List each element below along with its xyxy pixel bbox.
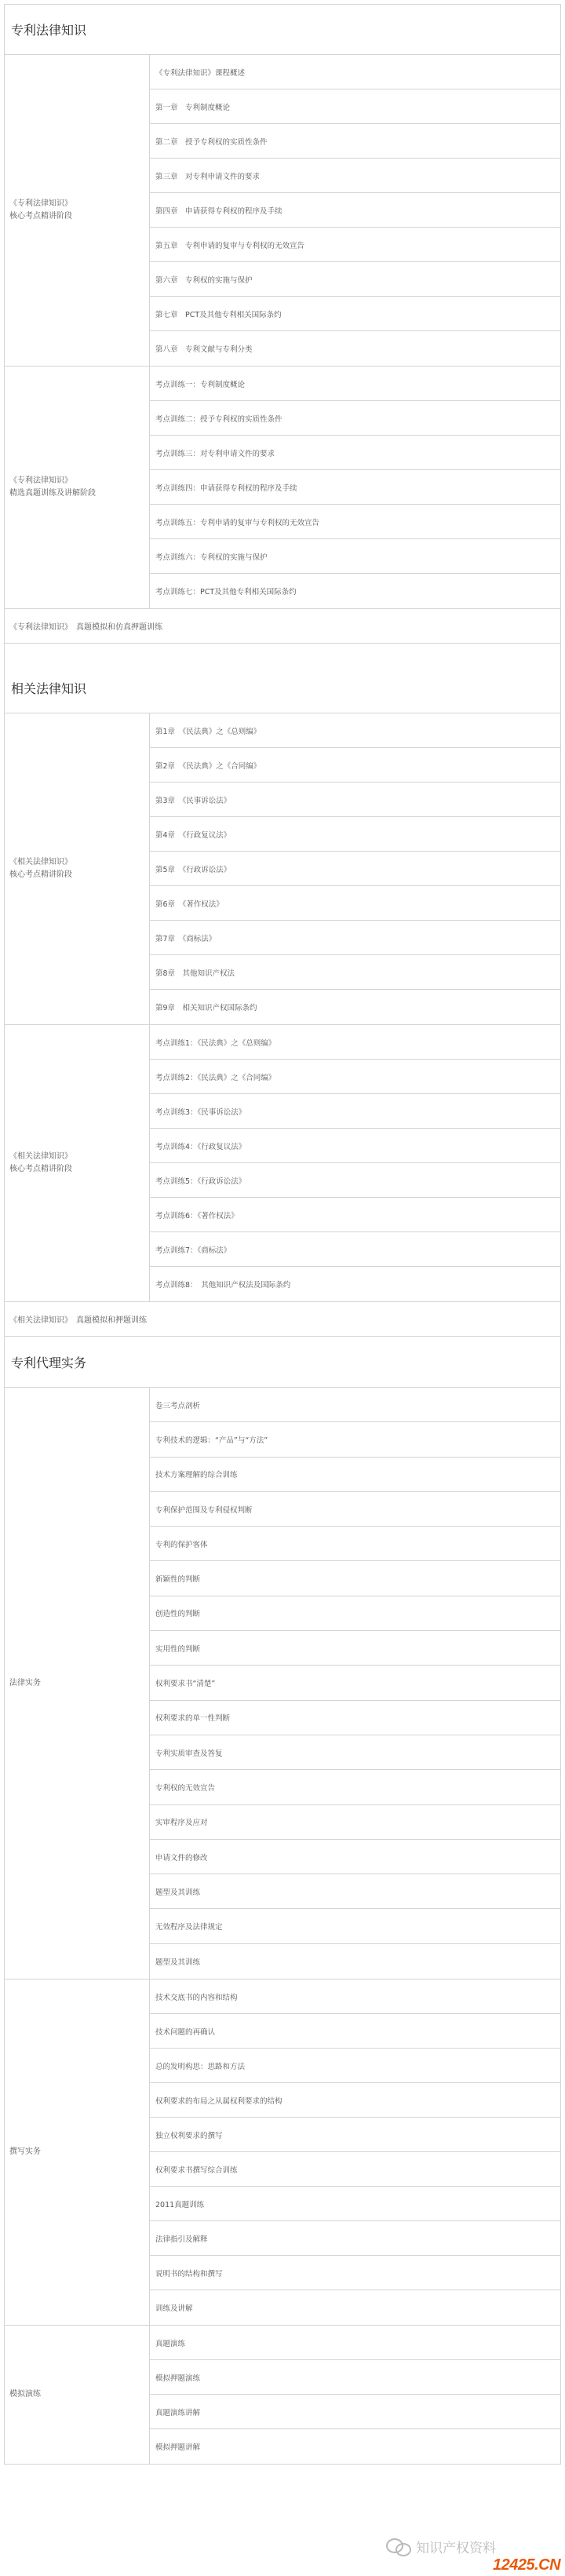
- lesson-item[interactable]: 模拟押题演练: [150, 2360, 560, 2395]
- group-label: [5, 1979, 150, 2325]
- lesson-item[interactable]: 考点训练7：《商标法》: [150, 1232, 560, 1267]
- group-label-line: 《相关法律知识》: [9, 1152, 72, 1161]
- lesson-list: [150, 367, 560, 608]
- group-label-line: 核心考点精讲阶段: [9, 870, 72, 879]
- lesson-list: [150, 55, 560, 366]
- lesson-item[interactable]: 技术问题的再确认: [150, 2014, 560, 2049]
- lesson-item[interactable]: 考点训练4：《行政复议法》: [150, 1129, 560, 1163]
- section-title: 相关法律知识: [4, 662, 561, 713]
- lesson-item[interactable]: 第三章 对专利申请文件的要求: [150, 159, 560, 193]
- lesson-item[interactable]: 实审程序及应对: [150, 1805, 560, 1840]
- lesson-item[interactable]: 第六章 专利权的实施与保护: [150, 262, 560, 297]
- group-label: [5, 2326, 150, 2464]
- group-label-line: 《专利法律知识》: [9, 476, 72, 485]
- group-label-line: 《相关法律知识》: [9, 858, 72, 867]
- lesson-item[interactable]: 第7章 《商标法》: [150, 921, 560, 955]
- lesson-item[interactable]: 第1章 《民法典》之《总则编》: [150, 713, 560, 748]
- course-group: [4, 713, 561, 1025]
- lesson-item[interactable]: 实用性的判断: [150, 1631, 560, 1666]
- lesson-item[interactable]: 真题演练: [150, 2326, 560, 2360]
- section-spacer: [4, 644, 561, 662]
- lesson-item[interactable]: 第2章 《民法典》之《合同编》: [150, 748, 560, 783]
- lesson-item[interactable]: 考点训练5：《行政诉讼法》: [150, 1163, 560, 1198]
- lesson-item[interactable]: 考点训练五：专利申请的复审与专利权的无效宣告: [150, 505, 560, 539]
- lesson-item[interactable]: 考点训练三：对专利申请文件的要求: [150, 436, 560, 470]
- lesson-list: [150, 713, 560, 1024]
- lesson-item[interactable]: 真题演练讲解: [150, 2395, 560, 2429]
- lesson-list: [150, 1025, 560, 1301]
- lesson-item[interactable]: 2011真题训练: [150, 2187, 560, 2221]
- lesson-item[interactable]: 模拟押题讲解: [155, 2443, 201, 2453]
- lesson-item[interactable]: 法律指引及解释: [150, 2221, 560, 2256]
- lesson-item[interactable]: 总的发明构思：思路和方法: [150, 2049, 560, 2083]
- group-label: [5, 367, 150, 608]
- course-group: [4, 367, 561, 609]
- lesson-list: [150, 1388, 560, 1979]
- lesson-item[interactable]: 权利要求的布局之从属权利要求的结构: [150, 2083, 560, 2118]
- practice-row[interactable]: 《相关法律知识》 真题模拟和押题训练: [4, 1302, 561, 1337]
- lesson-item[interactable]: 第5章 《行政诉讼法》: [150, 852, 560, 886]
- lesson-item[interactable]: 第八章 专利文献与专利分类: [155, 345, 253, 354]
- lesson-item[interactable]: 《专利法律知识》课程概述: [150, 55, 560, 89]
- course-group: [4, 1025, 561, 1302]
- lesson-item[interactable]: 考点训练四：申请获得专利权的程序及手续: [150, 470, 560, 505]
- lesson-item[interactable]: 考点训练一：专利制度概论: [150, 367, 560, 401]
- lesson-item[interactable]: 第3章 《民事诉讼法》: [150, 783, 560, 817]
- lesson-item[interactable]: 无效程序及法律规定: [150, 1909, 560, 1943]
- practice-row[interactable]: 《专利法律知识》 真题模拟和仿真押题训练: [4, 609, 561, 644]
- lesson-item[interactable]: 专利技术的逻辑：“产品”与“方法”: [150, 1422, 560, 1457]
- document: [4, 4, 561, 2465]
- lesson-item[interactable]: 题型及其训练: [150, 1874, 560, 1909]
- lesson-item[interactable]: 考点训练七：PCT及其他专利相关国际条约: [155, 588, 297, 597]
- group-label: [5, 55, 150, 366]
- lesson-item[interactable]: 第4章 《行政复议法》: [150, 817, 560, 852]
- lesson-item[interactable]: 权利要求书“清楚”: [150, 1666, 560, 1700]
- site-logo[interactable]: 12425.CN: [493, 2556, 561, 2574]
- lesson-item[interactable]: 第二章 授予专利权的实质性条件: [150, 124, 560, 159]
- lesson-item[interactable]: 考点训练8： 其他知识产权法及国际条约: [155, 1281, 291, 1290]
- lesson-item[interactable]: 第8章 其他知识产权法: [150, 955, 560, 990]
- watermark-text: 知识产权资料: [416, 2541, 496, 2556]
- lesson-item[interactable]: 考点训练2：《民法典》之《合同编》: [150, 1060, 560, 1094]
- lesson-item[interactable]: 权利要求的单一性判断: [150, 1701, 560, 1735]
- lesson-item[interactable]: 技术交底书的内容和结构: [150, 1979, 560, 2014]
- lesson-item[interactable]: 第四章 申请获得专利权的程序及手续: [150, 193, 560, 228]
- lesson-list: [150, 2326, 560, 2464]
- wechat-icon: [386, 2538, 411, 2556]
- section-title: 专利法律知识: [4, 4, 561, 55]
- lesson-list: [150, 1979, 560, 2325]
- group-label: [5, 1025, 150, 1301]
- lesson-item[interactable]: 考点训练3：《民事诉讼法》: [150, 1094, 560, 1129]
- group-label-line: 《专利法律知识》: [9, 199, 72, 208]
- lesson-item[interactable]: 权利要求书撰写综合训练: [150, 2152, 560, 2187]
- group-label: [5, 1388, 150, 1979]
- group-label-line: 模拟演练: [9, 2390, 41, 2399]
- lesson-item[interactable]: 专利的保护客体: [150, 1527, 560, 1561]
- group-label-line: 法律实务: [9, 1678, 41, 1688]
- course-group: [4, 1979, 561, 2326]
- lesson-item[interactable]: 考点训练六：专利权的实施与保护: [150, 539, 560, 574]
- lesson-item[interactable]: 训练及讲解: [155, 2304, 193, 2314]
- group-label-line: 核心考点精讲阶段: [9, 1165, 72, 1173]
- lesson-item[interactable]: 卷三考点剖析: [150, 1388, 560, 1422]
- lesson-item[interactable]: 专利权的无效宣告: [150, 1770, 560, 1804]
- lesson-item[interactable]: 独立权利要求的撰写: [150, 2118, 560, 2152]
- lesson-item[interactable]: 第9章 相关知识产权国际条约: [155, 1004, 257, 1013]
- lesson-item[interactable]: 考点训练二：授予专利权的实质性条件: [150, 401, 560, 436]
- group-label-line: 核心考点精讲阶段: [9, 212, 72, 221]
- lesson-item[interactable]: 题型及其训练: [155, 1958, 201, 1967]
- lesson-item[interactable]: 创造性的判断: [150, 1596, 560, 1631]
- section-title: 专利代理实务: [4, 1337, 561, 1388]
- lesson-item[interactable]: 新颖性的判断: [150, 1561, 560, 1596]
- group-label-line: 撰写实务: [9, 2147, 41, 2157]
- lesson-item[interactable]: 专利保护范围及专利侵权判断: [150, 1492, 560, 1527]
- lesson-item[interactable]: 第6章 《著作权法》: [150, 886, 560, 921]
- lesson-item[interactable]: 技术方案理解的综合训练: [150, 1458, 560, 1492]
- group-label-line: 精选真题训练及讲解阶段: [9, 489, 96, 498]
- lesson-item[interactable]: 第一章 专利制度概论: [150, 89, 560, 124]
- group-label: [5, 713, 150, 1024]
- watermark: [386, 2537, 496, 2556]
- lesson-item[interactable]: 第七章 PCT及其他专利相关国际条约: [150, 297, 560, 331]
- course-group: [4, 2326, 561, 2465]
- lesson-item[interactable]: 说明书的结构和撰写: [150, 2256, 560, 2290]
- course-group: [4, 55, 561, 367]
- lesson-item[interactable]: 申请文件的修改: [150, 1840, 560, 1874]
- lesson-item[interactable]: 考点训练6：《著作权法》: [150, 1198, 560, 1232]
- lesson-item[interactable]: 专利实质审查及答复: [150, 1735, 560, 1770]
- course-group: [4, 1388, 561, 1979]
- lesson-item[interactable]: 考点训练1：《民法典》之《总则编》: [150, 1025, 560, 1060]
- lesson-item[interactable]: 第五章 专利申请的复审与专利权的无效宣告: [150, 228, 560, 262]
